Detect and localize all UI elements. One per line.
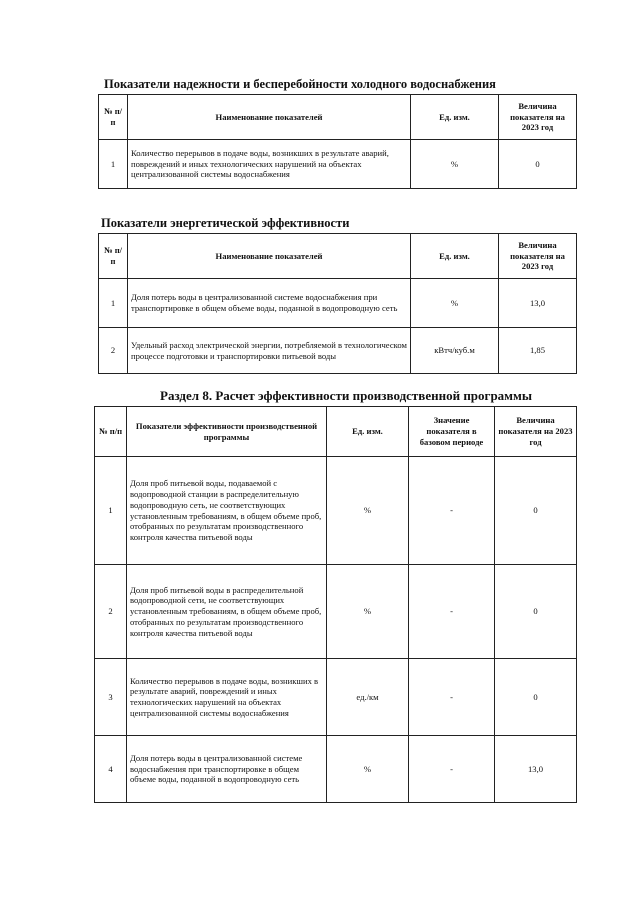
table-row <box>99 328 577 374</box>
col-header-unit: Ед. изм. <box>327 407 409 457</box>
indicator-name: Доля проб питьевой воды в распределительной водопроводной сети, не соответствующих установленным требованиям, в общем объеме проб, отобранных по результатам производственного контроля качества питьевой воды <box>127 565 327 659</box>
row-number: 1 <box>99 140 128 189</box>
indicator-name: Доля проб питьевой воды, подаваемой с водопроводной станции в распределительную водопроводную сеть, не соответствующих установленным требованиям, в общем объеме проб, отобранных по результатам производственного контроля качества питьевой воды <box>127 457 327 565</box>
row-number: 3 <box>95 659 127 736</box>
table-row <box>95 736 577 803</box>
table-row <box>95 457 577 565</box>
value-2023: 1,85 <box>499 328 577 374</box>
row-number: 2 <box>95 565 127 659</box>
value-2023: 0 <box>499 140 577 189</box>
efficiency-table <box>94 406 577 803</box>
indicator-name: Количество перерывов в подаче воды, возникших в результате аварий, повреждений и иных технологических нарушений на объектах централизованной системы водоснабжения <box>127 659 327 736</box>
col-header-number: № п/п <box>99 234 128 279</box>
table-row <box>99 140 577 189</box>
row-number: 1 <box>99 279 128 328</box>
base-value: - <box>409 457 495 565</box>
unit: кВтч/куб.м <box>411 328 499 374</box>
col-header-name: Наименование показателей <box>128 234 411 279</box>
row-number: 4 <box>95 736 127 803</box>
col-header-unit: Ед. изм. <box>411 234 499 279</box>
indicator-name: Доля потерь воды в централизованной системе водоснабжения при транспортировке в общем объеме воды, поданной в водопроводную сеть <box>128 279 411 328</box>
value-2023: 13,0 <box>499 279 577 328</box>
table-row <box>95 659 577 736</box>
table-row <box>99 279 577 328</box>
col-header-name: Наименование показателей <box>128 95 411 140</box>
col-header-value-2023: Величина показателя на 2023 год <box>495 407 577 457</box>
value-2023: 0 <box>495 659 577 736</box>
base-value: - <box>409 736 495 803</box>
indicator-name: Доля потерь воды в централизованной системе водоснабжения при транспортировке в общем объеме воды, поданной в водопроводную сеть <box>127 736 327 803</box>
energy-table <box>98 233 577 374</box>
col-header-name: Показатели эффективности производственной программы <box>127 407 327 457</box>
col-header-number: № п/п <box>95 407 127 457</box>
unit: % <box>327 736 409 803</box>
col-header-base-value: Значение показателя в базовом периоде <box>409 407 495 457</box>
base-value: - <box>409 659 495 736</box>
section-title-efficiency: Раздел 8. Расчет эффективности производственной программы <box>160 388 533 403</box>
col-header-number: № п/п <box>99 95 128 140</box>
unit: % <box>411 140 499 189</box>
indicator-name: Количество перерывов в подаче воды, возникших в результате аварий, повреждений и иных технологических нарушений на объектах централизованной системы водоснабжения <box>128 140 411 189</box>
unit: % <box>327 565 409 659</box>
section-title-energy: Показатели энергетической эффективности <box>101 216 350 230</box>
table-row <box>95 565 577 659</box>
reliability-table <box>98 94 577 189</box>
col-header-value-2023: Величина показателя на 2023 год <box>499 234 577 279</box>
unit: ед./км <box>327 659 409 736</box>
value-2023: 0 <box>495 565 577 659</box>
unit: % <box>327 457 409 565</box>
indicator-name: Удельный расход электрической энергии, потребляемой в технологическом процессе подготовки и транспортировки питьевой воды <box>128 328 411 374</box>
value-2023: 0 <box>495 457 577 565</box>
col-header-value-2023: Величина показателя на 2023 год <box>499 95 577 140</box>
col-header-unit: Ед. изм. <box>411 95 499 140</box>
row-number: 2 <box>99 328 128 374</box>
unit: % <box>411 279 499 328</box>
row-number: 1 <box>95 457 127 565</box>
base-value: - <box>409 565 495 659</box>
section-title-reliability: Показатели надежности и бесперебойности холодного водоснабжения <box>104 77 496 91</box>
value-2023: 13,0 <box>495 736 577 803</box>
